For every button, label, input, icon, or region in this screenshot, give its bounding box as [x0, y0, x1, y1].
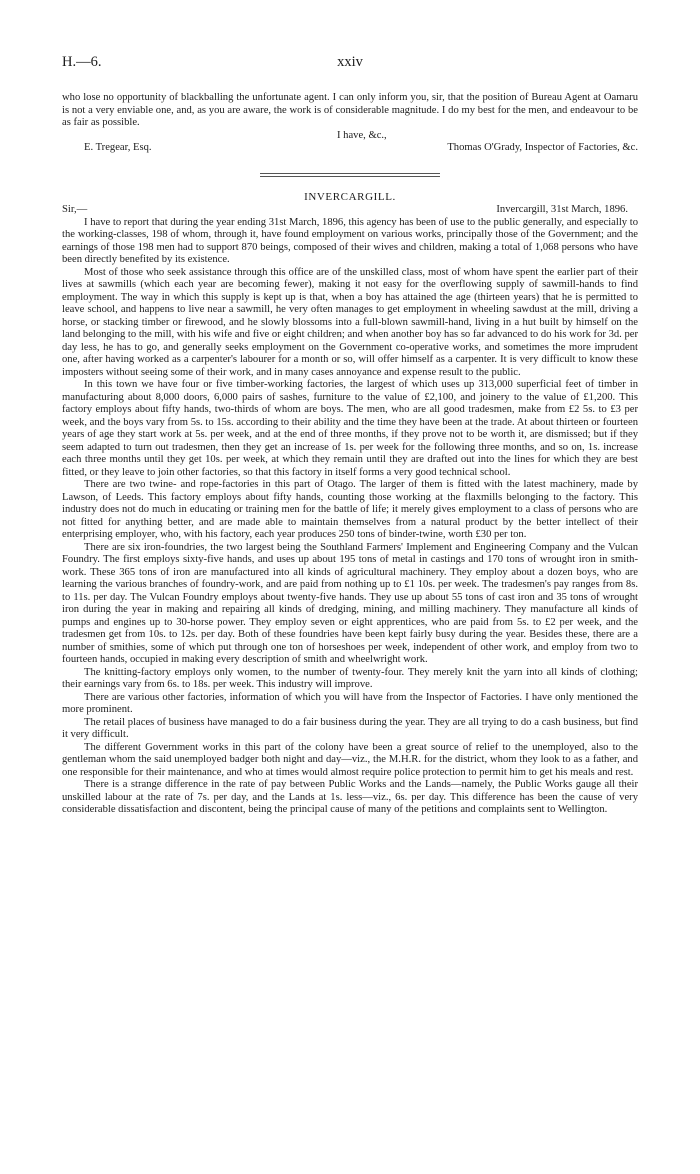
signature-row	[62, 142, 638, 155]
salutation-row	[62, 204, 638, 217]
dateline: Invercargill, 31st March, 1896.	[496, 204, 628, 215]
section-title: INVERCARGILL.	[304, 190, 396, 203]
report-paragraph: The knitting-factory employs only women, to the number of twenty-four. They merely knit the yarn into all kinds of clothing; their earnings vary from 6s. to 18s. per week. This industry will improve.	[62, 666, 638, 690]
page-body	[62, 92, 638, 817]
page-header	[62, 54, 638, 74]
salutation: Sir,—	[62, 204, 88, 215]
signature: Thomas O'Grady, Inspector of Factories, &c.	[447, 142, 638, 153]
report-paragraph: The retail places of business have managed to do a fair business during the year. They are all trying to do a cash business, but find it very difficult.	[62, 716, 638, 740]
report-body	[62, 217, 638, 817]
addressee: E. Tregear, Esq.	[84, 142, 152, 153]
separator-line	[260, 176, 440, 177]
report-paragraph: There is a strange difference in the rate of pay between Public Works and the Lands—namely, the Public Works gauge all their unskilled labour at the rate of 7s. per day, and the Lands at 1s. less—viz., 6s. per day. This difference has been the cause of very considerable dissatisfaction and discontent, being the principal cause of many of the petitions and complaints sent to Wellington.	[62, 779, 638, 815]
report-paragraph: I have to report that during the year ending 31st March, 1896, this agency has been of use to the public generally, and especially to the working-classes, 198 of whom, through it, have found employment on various works, principally those of the Government; and the earnings of those 198 men had to support 870 beings, composed of their wives and children, making a total of 1,068 persons who have been directly benefited by its existence.	[62, 216, 638, 265]
page-number: xxiv	[337, 54, 363, 70]
separator-line	[260, 173, 440, 174]
letter-closing: I have, &c.,	[337, 129, 387, 141]
report-paragraph: Most of those who seek assistance through this office are of the unskilled class, most of whom have spent the earlier part of their lives at sawmills (which each year are becoming fewer), making it not easy for the overflowing supply of sawmill-hands to find employment. The way in which this supply is kept up is that, when a boy has attained the age (thirteen years) that he is permitted to leave school, and happens to live near a sawmill, he very often manages to get employment in wheeling sawdust at the mill, driving a horse, or stacking timber or firewood, and he slowly blossoms into a full-blown sawmill-hand, living in a hut built by himself on the land belonging to the mill, with his wife and five or eight children; and when another boy has so far advanced to do his work for 3d. per day less, he has to go, and generally seeks employment on the Government co-operative works, and sometimes the more imprudent one, after having worked as a carpenter's labourer for a month or so, will offer himself as a carpenter. It is very difficult to know these imposters without seeing some of their work, and in many cases annoyance and expense result to the public.	[62, 266, 638, 378]
report-paragraph: The different Government works in this part of the colony have been a great source of relief to the unemployed, also to the gentleman whom the said unemployed badger both night and day—viz., the M.H.R. for the district, whom they look to as a father, and one responsible for their maintenance, and who at times would almost require police protection to permit him to get his meals and rest.	[62, 741, 638, 778]
report-paragraph: There are six iron-foundries, the two largest being the Southland Farmers' Implement and Engineering Company and the Vulcan Foundry. The first employs sixty-five hands, and uses up about 195 tons of metal in castings and 170 tons of wrought iron in smith-work. These 365 tons of iron are manufactured into all kinds of agricultural machinery. They employ about a dozen boys, who are learning the various branches of foundry-work, and are paid from nothing up to £1 10s. per week. The tradesmen's pay ranges from 8s. to 11s. per day. The Vulcan Foundry employs about twenty-five hands. They use up about 55 tons of cast iron and 35 tons of wrought iron during the year in making and repairing all kinds of dredging, mining, and milling machinery. They manufacture all kinds of pumps and engines up to 30-horse power. They employ seven or eight apprentices, who are paid from 5s. to £2 per week, and the tradesmen get from 10s. to 12s. per day. Both of these foundries have been kept fairly busy during the year. Besides these, there are a number of smithies, some of which put through one ton of horseshoes per week, independent of other work, and employ from two to fourteen hands, occupied in making every description of smith and wheelwright work.	[62, 541, 638, 665]
closing-row	[62, 130, 638, 143]
report-paragraph: There are two twine- and rope-factories in this part of Otago. The larger of them is fitted with the latest machinery, made by Lawson, of Leeds. This factory employs about fifty hands, counting those working at the flaxmills belonging to the factory. This industry does not do much in educating or training men for the battle of life; it merely gives employment to a class of persons who are not fitted for anything better, and are made able to maintain themselves from a natural product by the better intellect of their enterprising employer, who, with his factory, each year produces 250 tons of binder-twine, worth £30 per ton.	[62, 479, 638, 540]
letter-closing-paragraph: who lose no opportunity of blackballing the unfortunate agent. I can only inform you, sir, that the position of Bureau Agent at Oamaru is not a very enviable one, and, as you are aware, the work is of considerable magnitude. I do my best for the men, and endeavour to be as fair as possible.	[62, 92, 638, 128]
document-reference: H.—6.	[62, 54, 102, 70]
report-paragraph: In this town we have four or five timber-working factories, the largest of which uses up 313,000 superficial feet of timber in manufacturing about 8,000 doors, 6,000 pairs of sashes, furniture to the value of £2,100, and joinery to the value of £1,200. This factory employs about fifty hands, two-thirds of whom are boys. The men, who are all good tradesmen, make from £2 5s. to £3 per week, and the boys vary from 5s. to 15s. according to their ability and the time they have been at the trade. At about thirteen or fourteen years of age they start work at 5s. per week, and at the end of three months, if they prove not to be worth it, are dismissed; but if they seem adapted to turn out tradesmen, then they get an increase of 1s. per week for the following three months, and so on, 1s. increase each three months until they get 10s. per week, at which they remain until they are drafted out into the lines for which they are best fitted, or they leave to join other factories, so that this factory in itself forms a very good technical school.	[62, 379, 638, 478]
report-paragraph: There are various other factories, information of which you will have from the Inspector of Factories. I have only mentioned the more prominent.	[62, 691, 638, 715]
section-separator	[62, 155, 638, 191]
